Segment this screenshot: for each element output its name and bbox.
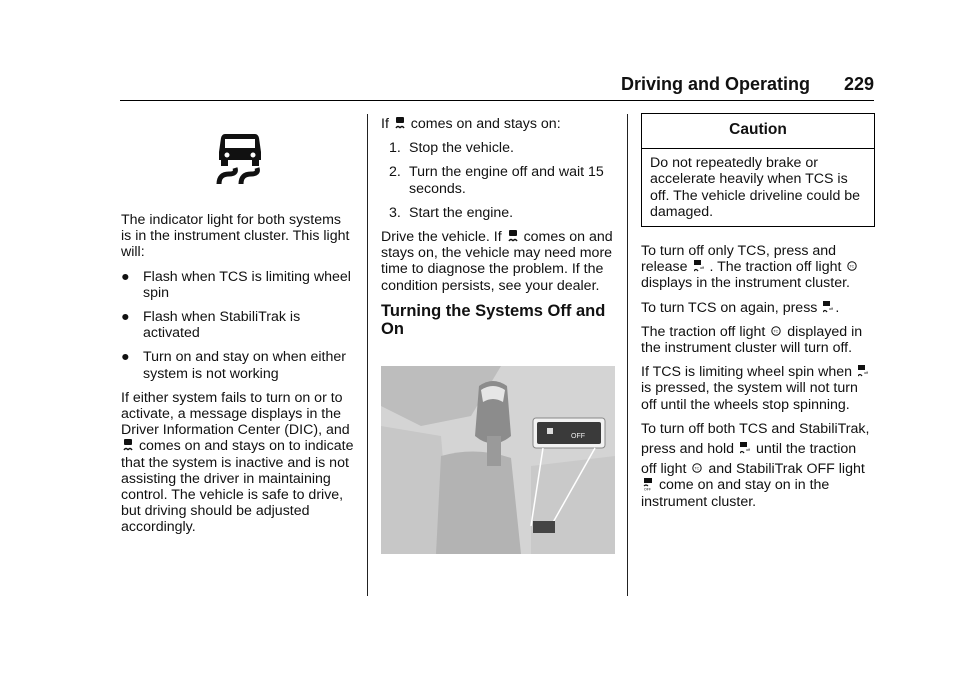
intro-text: The indicator light for both systems is in the instrument cluster. This light will: [121, 212, 350, 261]
svg-text:off: off [829, 305, 834, 311]
list-item: 2. Turn the engine off and wait 15 seconds. [389, 164, 604, 197]
paragraph: To turn TCS on again, press off . [641, 299, 840, 316]
traction-off-button-icon [823, 300, 833, 314]
stabilitrak-off-light-icon [643, 477, 653, 491]
column-divider [627, 114, 628, 596]
list-item: ● Flash when TCS is limiting wheel spin [121, 268, 351, 301]
svg-text:TC: TC [773, 329, 779, 334]
paragraph: The traction off light TC displayed in the instrument cluster will turn off. [641, 323, 863, 357]
svg-text:OFF: OFF [644, 487, 651, 492]
section-title: Driving and Operating [620, 74, 810, 94]
traction-off-button-icon [740, 441, 750, 455]
traction-control-icon [508, 229, 518, 243]
traction-off-light-icon [692, 461, 702, 475]
traction-off-light-icon [847, 259, 857, 273]
off-button-label: OFF [571, 433, 585, 440]
page-header [120, 70, 874, 101]
list-item: 1. Stop the vehicle. [389, 140, 514, 157]
traction-control-icon [123, 438, 133, 452]
paragraph: If TCS is limiting wheel spin when off is pressed, the system will not turn off until the wheels stop spinning. [641, 364, 869, 413]
list-item: 3. Start the engine. [389, 204, 514, 221]
traction-control-icon [395, 116, 405, 130]
traction-control-large-icon [121, 130, 355, 200]
caution-box [641, 113, 875, 227]
paragraph: off light TC and StabiliTrak OFF light OFF come on and stay on in the instrument cluster. [641, 461, 865, 510]
column-middle [381, 116, 615, 346]
svg-text:TC: TC [849, 264, 855, 269]
svg-text:off: off [864, 370, 869, 376]
traction-off-button-icon [858, 364, 868, 378]
column-right [641, 113, 875, 518]
paragraph: To turn off both TCS and StabiliTrak, [641, 420, 870, 437]
paragraph: If comes on and stays on: [381, 116, 561, 132]
paragraph: To turn off only TCS, press and release off . The traction off light TC displays in the instrument cluster. [641, 243, 875, 292]
list-item: ● Flash when StabiliTrak is activated [121, 309, 301, 342]
column-left [121, 130, 355, 544]
caution-title: Caution [642, 114, 874, 149]
list-item: ● Turn on and stay on when either system is not working [121, 349, 346, 382]
paragraph: press and hold off until the traction [641, 441, 857, 458]
traction-off-button-icon [694, 259, 704, 273]
console-photo [381, 366, 615, 554]
svg-text:off: off [746, 447, 751, 453]
page-number: 229 [843, 74, 874, 94]
svg-text:off: off [699, 265, 704, 271]
svg-text:TC: TC [694, 466, 700, 471]
column-divider [367, 114, 368, 596]
paragraph: Drive the vehicle. If comes on and stays on, the vehicle may need more time to diagnose the problem. If the condition persists, see your dealer. [381, 229, 613, 294]
traction-off-light-icon [771, 324, 781, 338]
section-heading: Turning the Systems Off and On [381, 301, 606, 338]
caution-text: Do not repeatedly brake or accelerate heavily when TCS is off. The vehicle driveline could be damaged. [650, 155, 861, 220]
paragraph: If either system fails to turn on or to activate, a message displays in the Driver Information Center (DIC), and comes on and stays on to indicate that the system is inactive and is not assisting the driver in maintaining control. The vehicle is safe to drive, but driving should be adjusted accordingly. [121, 389, 354, 536]
